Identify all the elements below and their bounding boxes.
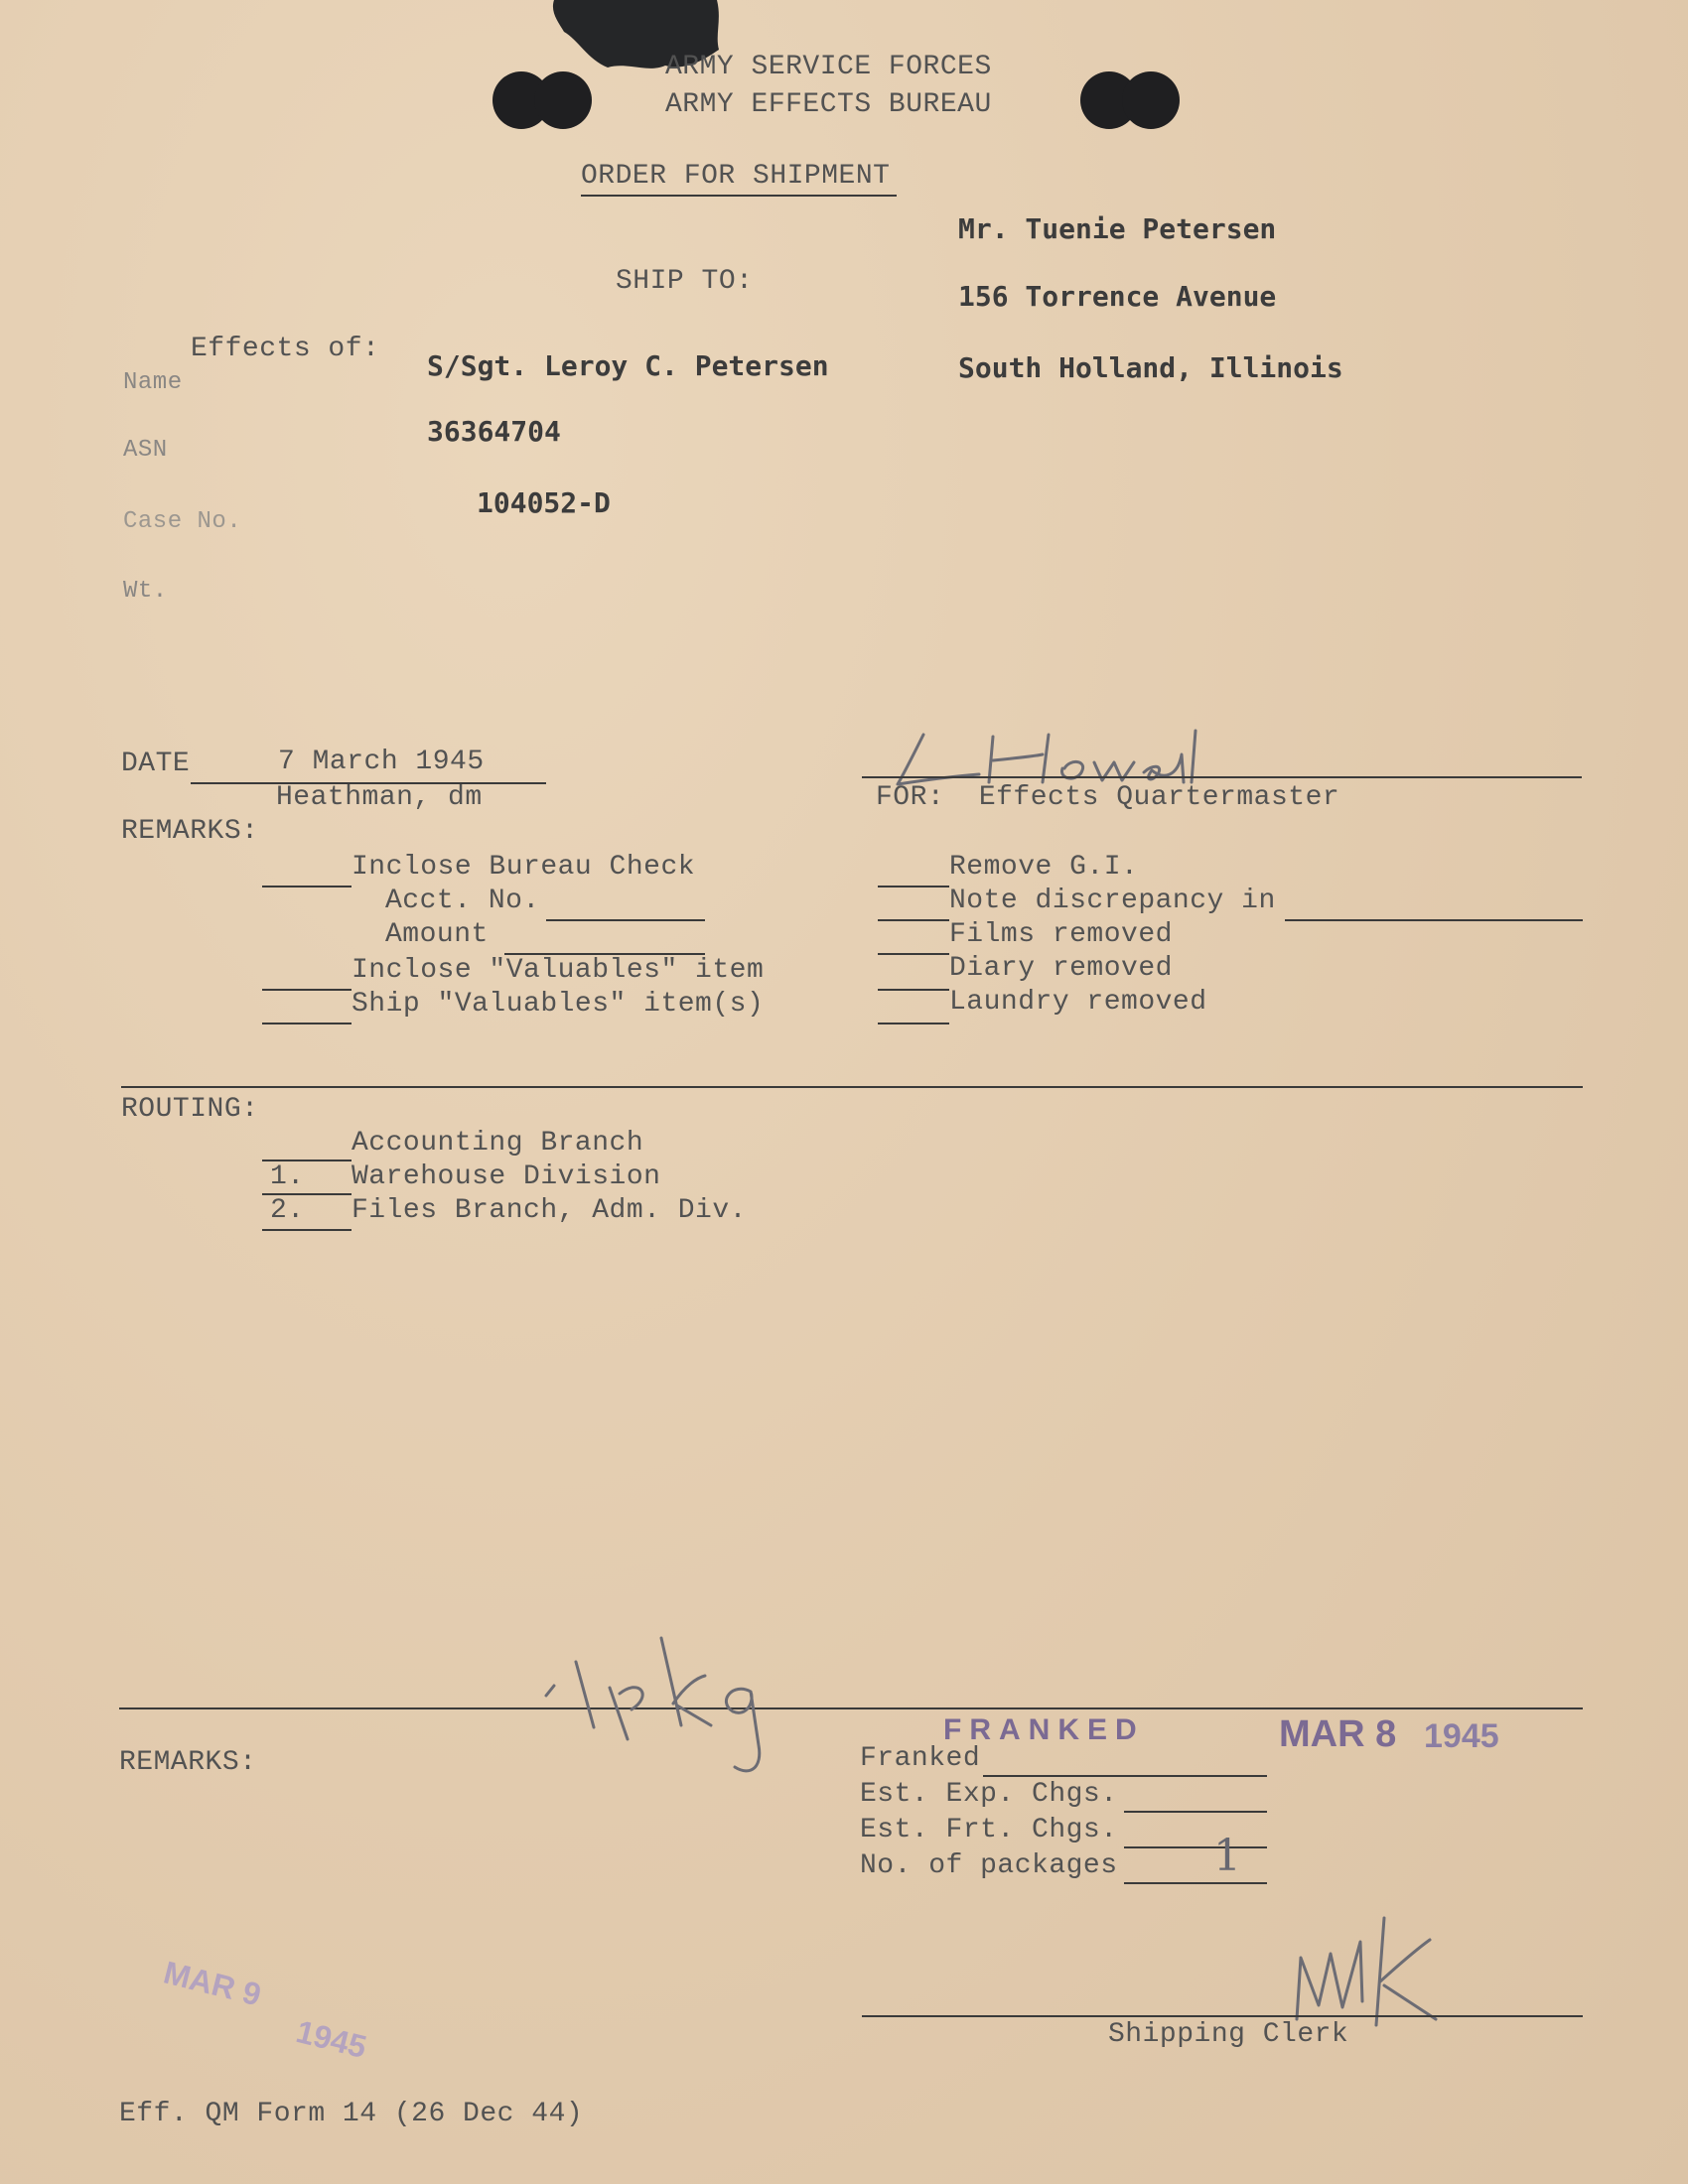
- received-year-stamp: 1945: [292, 2012, 370, 2066]
- signature-line: [862, 776, 1582, 778]
- routing-blank: [262, 1229, 352, 1231]
- remark-left-item: Inclose Bureau Check: [352, 852, 696, 883]
- discrepancy-blank: [1285, 919, 1583, 921]
- routing-num: 1.: [270, 1161, 305, 1192]
- case-value: 104052-D: [477, 486, 611, 519]
- acct-no-blank: [546, 919, 705, 921]
- ship-to-label: SHIP TO:: [616, 266, 754, 297]
- recipient-name: Mr. Tuenie Petersen: [958, 212, 1277, 245]
- remark-right-item: Note discrepancy in: [949, 886, 1276, 916]
- name-label: Name: [123, 369, 183, 396]
- remark-blank: [262, 1023, 352, 1024]
- form-id: Eff. QM Form 14 (26 Dec 44): [119, 2099, 584, 2129]
- lower-divider: [119, 1707, 1583, 1709]
- title-underline: [581, 195, 897, 197]
- section-divider: [121, 1086, 1583, 1088]
- date-label: DATE: [121, 749, 191, 779]
- asn-label: ASN: [123, 437, 168, 464]
- remark-blank: [878, 953, 949, 955]
- clerk-initials-signature: [1281, 1910, 1450, 2029]
- punch-hole-right: [1080, 71, 1180, 129]
- frt-chgs-label: Est. Frt. Chgs.: [860, 1815, 1118, 1845]
- routing-num: 2.: [270, 1195, 305, 1226]
- franked-blank: [983, 1775, 1267, 1777]
- remark-blank: [878, 989, 949, 991]
- remark-left-item: Acct. No.: [385, 886, 540, 916]
- received-date-stamp: MAR 9: [160, 1954, 265, 2013]
- shipping-clerk-line: [862, 2015, 1583, 2017]
- remark-right-item: Laundry removed: [949, 987, 1207, 1018]
- shipping-clerk-label: Shipping Clerk: [1108, 2019, 1349, 2050]
- page-title: ORDER FOR SHIPMENT: [581, 161, 891, 192]
- franked-year-stamp: 1945: [1424, 1717, 1499, 1755]
- header-line2: ARMY EFFECTS BUREAU: [665, 89, 992, 120]
- exp-chgs-blank: [1124, 1811, 1267, 1813]
- remark-right-item: Remove G.I.: [949, 852, 1139, 883]
- routing-item: Files Branch, Adm. Div.: [352, 1195, 747, 1226]
- packages-label: No. of packages: [860, 1850, 1118, 1881]
- for-label: FOR: Effects Quartermaster: [876, 782, 1340, 813]
- header-line1: ARMY SERVICE FORCES: [665, 52, 992, 82]
- routing-item: Accounting Branch: [352, 1128, 644, 1159]
- date-value: 7 March 1945: [278, 747, 485, 777]
- recipient-street: 156 Torrence Avenue: [958, 280, 1277, 313]
- wt-label: Wt.: [123, 578, 168, 605]
- remark-blank: [262, 989, 352, 991]
- routing-label: ROUTING:: [121, 1094, 259, 1125]
- remarks-label: REMARKS:: [121, 816, 259, 847]
- packages-count: 1: [1213, 1831, 1241, 1881]
- frt-chgs-blank: [1124, 1846, 1267, 1848]
- case-label: Case No.: [123, 508, 242, 535]
- clerk-initials-typed: Heathman, dm: [276, 782, 483, 813]
- routing-item: Warehouse Division: [352, 1161, 661, 1192]
- franked-date-stamp: MAR 8: [1279, 1713, 1397, 1755]
- handwritten-1pkg: [536, 1618, 784, 1787]
- remark-blank: [262, 886, 352, 887]
- remark-blank: [878, 919, 949, 921]
- remark-left-item: Inclose "Valuables" item: [352, 955, 765, 986]
- soldier-name: S/Sgt. Leroy C. Petersen: [427, 349, 829, 382]
- remark-left-item: Amount: [385, 919, 489, 950]
- remark-right-item: Diary removed: [949, 953, 1173, 984]
- remark-left-item: Ship "Valuables" item(s): [352, 989, 765, 1020]
- remark-blank: [878, 886, 949, 887]
- recipient-city: South Holland, Illinois: [958, 351, 1343, 384]
- franked-label: Franked: [860, 1743, 981, 1774]
- franked-stamp: FRANKED: [943, 1713, 1145, 1746]
- punch-hole-left: [492, 71, 592, 129]
- packages-blank: [1124, 1882, 1267, 1884]
- exp-chgs-label: Est. Exp. Chgs.: [860, 1779, 1118, 1810]
- effects-label: Effects of:: [191, 334, 380, 364]
- remark-right-item: Films removed: [949, 919, 1173, 950]
- asn-value: 36364704: [427, 415, 561, 448]
- lower-remarks-label: REMARKS:: [119, 1747, 257, 1778]
- remark-blank: [878, 1023, 949, 1024]
